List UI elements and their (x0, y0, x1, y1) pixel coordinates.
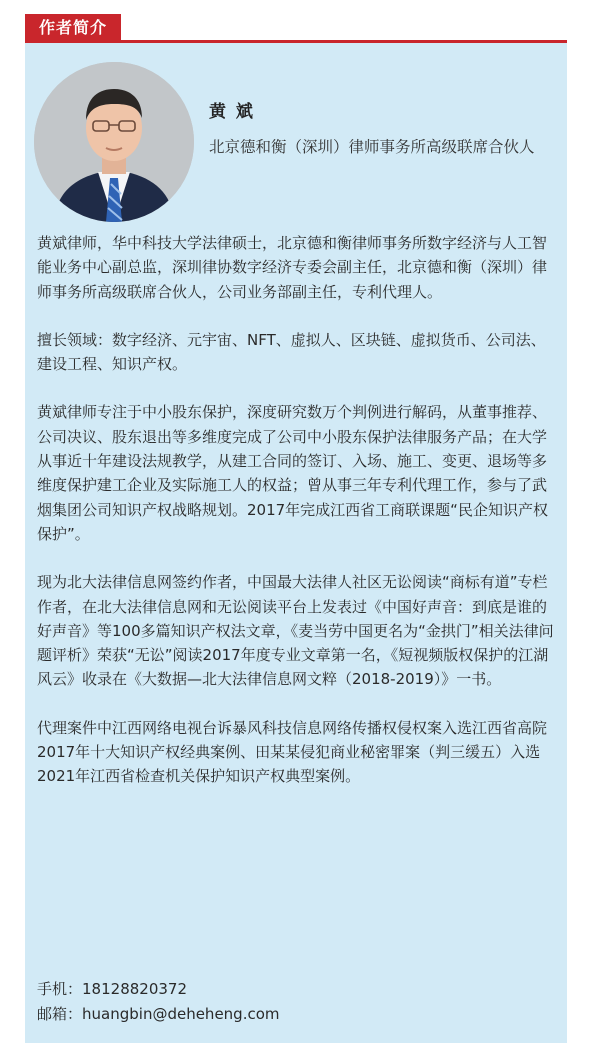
section-title-tag: 作者简介 (25, 14, 121, 42)
person-portrait-icon (34, 62, 194, 222)
email-address[interactable]: huangbin@deheheng.com (82, 1005, 280, 1023)
email-label: 邮箱： (37, 1005, 83, 1023)
author-photo (34, 62, 194, 222)
phone-row (37, 977, 280, 1002)
bio-paragraph-5: 代理案件中江西网络电视台诉暴风科技信息网络传播权侵权案入选江西省高院2017年十大知识产权经典案例、田某某侵犯商业秘密罪案（判三缓五）入选2021年江西省检查机关保护知识产权典型案例。 (37, 718, 548, 786)
bio-paragraph-4: 现为北大法律信息网签约作者，中国最大法律人社区无讼阅读“商标有道”专栏作者，在北大法律信息网和无讼阅读平台上发表过《中国好声音：到底是谁的好声音》等100多篇知识产权法文章，《麦当劳中国更名为“金拱门”相关法律问题评析》荣获“无讼”阅读2017年度专业文章第一名，《短视频版权保护的江湖风云》收录在《大数据—北大法律信息网文粹（2018-2019）》一书。 (37, 573, 554, 689)
phone-label: 手机： (37, 980, 83, 998)
author-name: 黄 斌 (209, 102, 255, 122)
phone-number[interactable]: 18128820372 (82, 980, 187, 998)
author-position: 北京德和衡（深圳）律师事务所高级联席合伙人 (209, 138, 535, 156)
author-card (25, 43, 567, 1043)
bio-paragraph-3: 黄斌律师专注于中小股东保护，深度研究数万个判例进行解码，从董事推荐、公司决议、股东退出等多维度完成了公司中小股东保护法律服务产品；在大学从事近十年建设法规教学，从建工合同的签订、入场、施工、变更、退场等多维度保护建工企业及实际施工人的权益；曾从事三年专利代理工作，参与了武烟集团公司知识产权战略规划。2017年完成江西省工商联课题“民企知识产权保护”。 (37, 403, 548, 543)
contact-info (37, 977, 280, 1027)
author-bio (37, 231, 557, 813)
bio-paragraph-1: 黄斌律师，华中科技大学法律硕士，北京德和衡律师事务所数字经济与人工智能业务中心副总监，深圳律协数字经济专委会副主任，北京德和衡（深圳）律师事务所高级联席合伙人，公司业务部副主任，专利代理人。 (37, 234, 548, 301)
email-row (37, 1002, 280, 1027)
bio-paragraph-2: 擅长领域：数字经济、元宇宙、NFT、虚拟人、区块链、虚拟货币、公司法、建设工程、知识产权。 (37, 330, 546, 374)
